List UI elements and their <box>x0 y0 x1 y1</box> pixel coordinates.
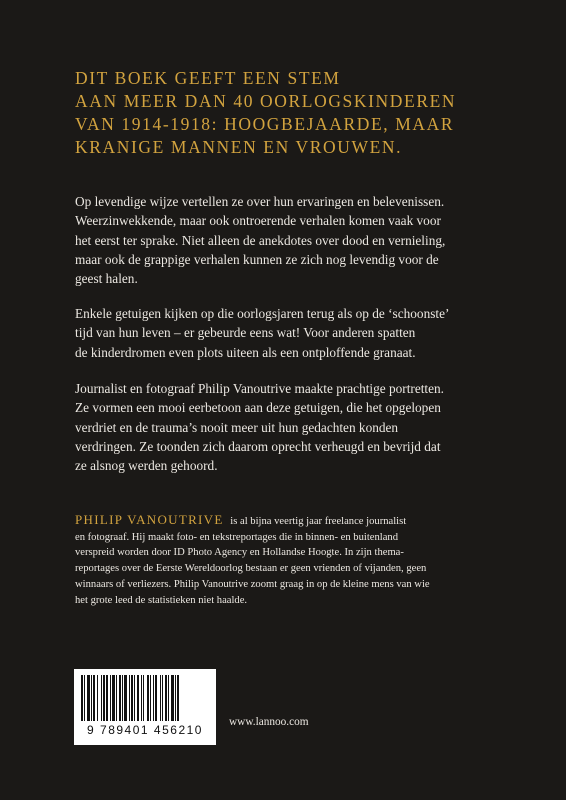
paragraph-line: de kinderdromen even plots uiteen als een ontploffende granaat. <box>75 344 416 360</box>
paragraph-line: Ze vormen een mooi eerbetoon aan deze getuigen, die het opgelopen <box>75 400 441 416</box>
paragraph-line: tijd van hun leven – er gebeurde eens wat! Voor anderen spatten <box>75 325 416 341</box>
paragraph-witnesses <box>75 304 485 362</box>
headline <box>75 67 515 159</box>
paragraph-line: Enkele getuigen kijken op die oorlogsjaren terug als op de ‘schoonste’ <box>75 306 450 321</box>
bio-line: reportages over de Eerste Wereldoorlog bestaan er geen vrienden of vijanden, geen <box>75 563 427 575</box>
isbn-number: 9 789401 456210 <box>87 723 203 737</box>
paragraph-line: het eerst ter sprake. Niet alleen de anekdotes over dood en vernieling, <box>75 232 446 248</box>
paragraph-line: geest halen. <box>75 271 138 287</box>
paragraph-portraits <box>75 379 485 475</box>
paragraph-line: maar ook de grappige verhalen kunnen ze zich nog levendig voor de <box>75 251 439 267</box>
paragraph-line: Op levendige wijze vertellen ze over hun ervaringen en belevenissen. <box>75 194 445 209</box>
bio-line: en fotograaf. Hij maakt foto- en tekstreportages die in binnen- en buitenland <box>75 531 399 543</box>
headline-line: AAN MEER DAN 40 OORLOGSKINDEREN <box>75 91 457 111</box>
bio-line: het grote leed de statistieken niet haalde. <box>75 594 248 606</box>
publisher-website: www.lannoo.com <box>229 716 309 728</box>
barcode-bars <box>81 675 209 723</box>
headline-line: DIT BOEK GEEFT EEN STEM <box>75 68 341 88</box>
isbn-barcode <box>74 669 216 745</box>
paragraph-line: Weerzinwekkende, maar ook ontroerende verhalen komen vaak voor <box>75 213 441 229</box>
paragraph-experiences <box>75 192 485 288</box>
paragraph-line: ze alsnog werden gehoord. <box>75 458 218 474</box>
author-bio <box>75 512 515 608</box>
bio-line: winnaars of verliezers. Philip Vanoutrive zoomt graag in op de kleine mens van wie <box>75 578 430 590</box>
paragraph-line: verdringen. Ze toonden zich daarom oprecht verheugd en bevrijd dat <box>75 438 441 454</box>
bio-line: is al bijna veertig jaar freelance journalist <box>230 516 407 527</box>
paragraph-line: verdriet en de trauma’s nooit meer uit hun gedachten konden <box>75 419 399 435</box>
paragraph-line: Journalist en fotograaf Philip Vanoutrive maakte prachtige portretten. <box>75 381 445 396</box>
headline-line: KRANIGE MANNEN EN VROUWEN. <box>75 137 403 157</box>
author-name: PHILIP VANOUTRIVE <box>75 512 224 527</box>
bio-line: verspreid worden door ID Photo Agency en Hollandse Hoogte. In zijn thema- <box>75 547 404 559</box>
headline-line: VAN 1914-1918: HOOGBEJAARDE, MAAR <box>75 114 455 134</box>
